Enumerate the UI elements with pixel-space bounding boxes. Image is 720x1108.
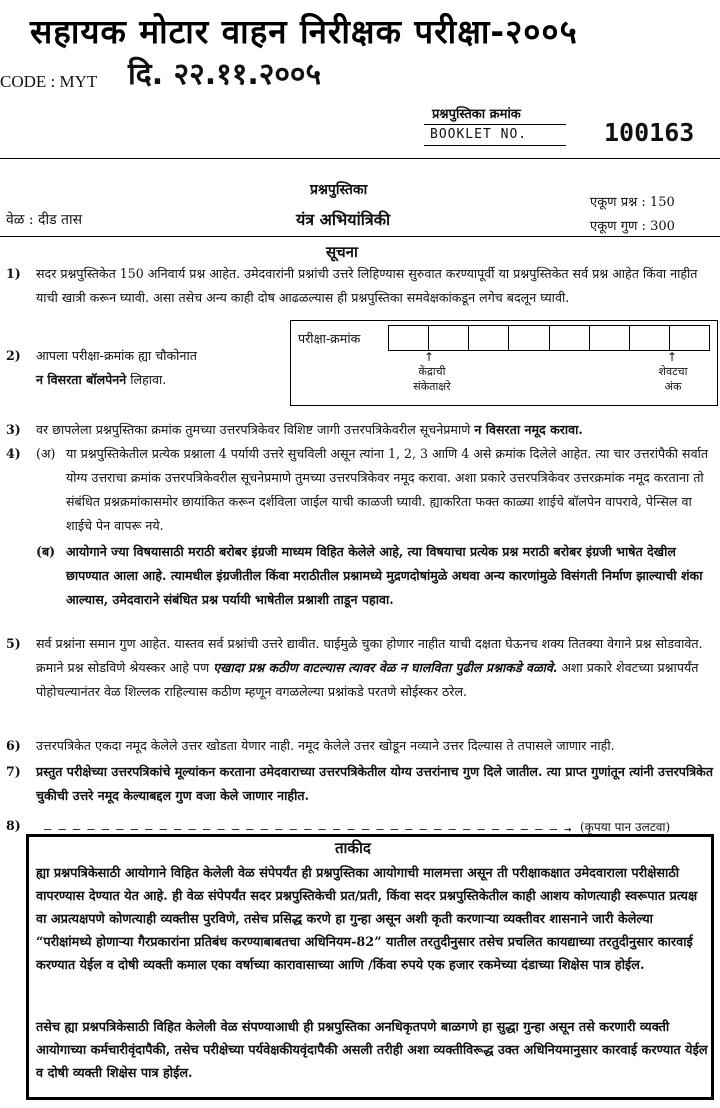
instruction-number: 3) (6, 422, 21, 437)
total-marks: एकूण गुण : 300 (590, 219, 675, 234)
arrow-up-icon: ↑ (424, 350, 435, 364)
instruction-text (36, 418, 714, 442)
center-code-caption (392, 364, 472, 394)
roll-cell[interactable] (550, 326, 590, 350)
caption-line: संकेताक्षरे (413, 380, 451, 393)
instruction-text-part: लिहावा. (130, 372, 167, 387)
caption-line: शेवटचा (658, 365, 688, 378)
time-allowed: वेळ : दीड तास (6, 212, 83, 228)
instruction-text-part: आपला परीक्षा-क्रमांक ह्या चौकोनात (36, 348, 197, 363)
instruction-text-part: अशा प्रकारे शेवटच्या प्रश्नापर्यंत पोहोचल्यानंतर वेळ शिल्लक राहिल्यास कठीण म्हणून वगळलेल्या प्रश्नांकडे परतणे सोईस्कर ठरेल. (36, 660, 699, 699)
instruction-text: आयोगाने ज्या विषयासाठी मराठी बरोबर इंग्रजी माध्यम विहित केलेले आहे, त्या विषयाचा प्रत्येक प्रश्न मराठी बरोबर इंग्रजी भाषेत देखील छापण्यात आला आहे. त्यामधील इंग्रजीतील किंवा मराठीतील प्रश्नामध्ये मुद्रणदोषांमुळे अथवा अन्य कारणांमुळे विसंगती निर्माण झाल्याची शंका आल्यास, उमेदवाराने संबंधित प्रश्न पर्यायी भाषेतील प्रश्नाशी ताडून पहावा. (66, 544, 703, 607)
booklet-label-english: BOOKLET NO. (430, 127, 528, 142)
booklet-label-marathi: प्रश्नपुस्तिका क्रमांक (432, 107, 521, 122)
instruction-text-part: सर्व प्रश्नांना समान गुण आहेत. यास्तव सर्व प्रश्नांची उत्तरे द्यावीत. घाईमुळे चुका होणार नाहीत याची दक्षता घेऊनच शक्य तितक्या वेगाने प्रश्न सोडवावेत. क्रमाने प्रश्न सोडविणे श्रेयस्कर आहे पण (36, 636, 703, 675)
roll-cell[interactable] (630, 326, 670, 350)
instruction-text (36, 632, 714, 704)
caption-line: अंक (664, 380, 682, 393)
instruction-text: या प्रश्नपुस्तिकेतील प्रत्येक प्रश्नाला 4 पर्यायी उत्तरे सुचविली असून त्यांना 1, 2, 3 आणि 4 असे क्रमांक दिलेले आहेत. त्या चार उत्तरांपैकी सर्वात योग्य उत्तराचा क्रमांक उत्तरपत्रिकेवरील सूचनेप्रमाणे तुमच्या उत्तरपत्रिकेवर नमूद करावा. अशा प्रकारे उत्तरपत्रिकेवर उत्तरक्रमांक नमूद करताना तो संबंधित प्रश्नक्रमांकासमोर छायांकित करून दर्शविला जाईल याची काळजी घ्यावी. ह्याकरिता फक्त काळ्या शाईचे बॉलपेन वापरावे, पेन्सिल वा शाईचे पेन वापरू नये. (66, 446, 709, 533)
arrow-up-icon: ↑ (667, 350, 678, 364)
instructions-heading: सूचना (326, 243, 358, 261)
last-digit-caption (640, 364, 706, 394)
roll-cell[interactable] (469, 326, 509, 350)
instruction-number: 2) (6, 348, 21, 363)
exam-title: सहायक मोटार वाहन निरीक्षक परीक्षा-२००५ (30, 12, 578, 51)
instruction-sub-label: (अ) (36, 446, 56, 461)
instruction-text: सदर प्रश्नपुस्तिकेत 150 अनिवार्य प्रश्न आहेत. उमेदवारांनी प्रश्नांची उत्तरे लिहिण्यास सुरुवात करण्यापूर्वी या प्रश्नपुस्तिकेत सर्व प्रश्न आहेत किंवा नाहीत याची खात्री करून घ्यावी. असा तसेच अन्य काही दोष आढळल्यास ही प्रश्नपुस्तिका समवेक्षकांकडून लगेच बदलून घ्यावी. (36, 266, 698, 305)
warning-paragraph-1: ह्या प्रश्नपत्रिकेसाठी आयोगाने विहित केलेली वेळ संपेपर्यंत ही प्रश्नपुस्तिका आयोगाची मालमत्ता असून ती परीक्षाकक्षात उमेदवाराला परीक्षेसाठी वापरण्यास देण्यात येत आहे. ही वेळ संपेपर्यंत सदर प्रश्नपुस्तिकेची प्रत/प्रती, किंवा सदर प्रश्नपुस्तिकेतील काही आशय कोणत्याही स्वरूपात प्रत्यक्ष वा अप्रत्यक्षपणे कोणत्याही व्यक्तीस पुरविणे, तसेच प्रसिद्ध करणे हा गुन्हा असून अशी कृती करणाऱ्या व्यक्तीवर शासनाने जारी केलेल्या “परीक्षांमध्ये होणाऱ्या गैरप्रकारांना प्रतिबंध करण्याबाबतचा अधिनियम-82” यातील तरतुदीनुसार तसेच प्रचलित कायद्याच्या तरतुदीनुसार कारवाई करण्यात येईल व दोषी व्यक्ती कमाल एका वर्षाच्या कारावासाच्या आणि /किंवा रुपये एक हजार रकमेच्या दंडाच्या शिक्षेस पात्र होईल. (36, 866, 698, 973)
warning-paragraph-2: तसेच ह्या प्रश्नपत्रिकेसाठी विहित केलेली वेळ संपण्याआधी ही प्रश्नपुस्तिका अनधिकृतपणे बाळगणे हा सुद्धा गुन्हा असून तसे करणारी व्यक्ती आयोगाच्या कर्मचारीवृंदापैकी, तसेच परीक्षेच्या पर्यवेक्षकीयवृंदापैकी असली तरीही अशा व्यक्तीविरूद्ध उक्त अधिनियमानुसार कारवाई करण्यात येईल व दोषी व्यक्ती शिक्षेस पात्र होईल. (36, 1020, 708, 1081)
instruction-text: प्रस्तुत परीक्षेच्या उत्तरपत्रिकांचे मूल्यांकन करताना उमेदवाराच्या उत्तरपत्रिकेतील योग्य उत्तरांनाच गुण दिले जातील. त्या प्राप्त गुणांतून त्यांनी उत्तरपत्रिकेत चुकीची उत्तरे नमूद केल्याबद्दल गुण वजा केले जाणार नाहीत. (36, 764, 714, 803)
instruction-emphasis: न विसरता बॉलपेनने (36, 372, 127, 387)
exam-date: दि. २२.११.२००५ (128, 57, 322, 92)
instruction-number: 1) (6, 266, 21, 281)
booklet-heading: प्रश्नपुस्तिका (310, 182, 368, 198)
roll-cell[interactable] (670, 326, 709, 350)
roll-number-label: परीक्षा-क्रमांक (298, 331, 361, 346)
header-divider (0, 158, 720, 159)
roll-cell[interactable] (429, 326, 469, 350)
roll-cell[interactable] (389, 326, 429, 350)
instruction-2 (6, 344, 276, 392)
instruction-sub-label: (ब) (36, 544, 56, 559)
info-divider (0, 236, 720, 237)
instruction-7 (6, 760, 714, 808)
instruction-number: 7) (6, 764, 21, 779)
instruction-6 (6, 734, 714, 758)
turn-page-note: (कृपया पान उलटवा) (580, 820, 671, 834)
roll-cell[interactable] (590, 326, 630, 350)
total-questions: एकूण प्रश्न : 150 (590, 195, 675, 210)
exam-code: CODE : MYT (0, 72, 98, 91)
instruction-4b (6, 540, 714, 612)
dashed-arrow-line: — — — — — — — — — — — — — — — — — — — — — — — — — — — — — — — — — — — — → (44, 822, 572, 836)
instruction-text-part: वर छापलेला प्रश्नपुस्तिका क्रमांक तुमच्या उत्तरपत्रिकेवर विशिष्ट जागी उत्तरपत्रिकेवरील सूचनेप्रमाणे (36, 422, 471, 437)
booklet-number: 100163 (604, 118, 695, 147)
roll-cell[interactable] (509, 326, 549, 350)
instruction-number: 8) (6, 818, 21, 833)
caption-line: केंद्राची (418, 365, 446, 378)
instruction-emphasis: न विसरता नमूद करावा. (474, 422, 583, 437)
instruction-1 (6, 262, 714, 310)
warning-title: ताकीद (335, 839, 371, 857)
roll-number-cells[interactable] (388, 325, 710, 351)
instruction-5 (6, 632, 714, 704)
instruction-text: उत्तरपत्रिकेत एकदा नमूद केलेले उत्तर खोडता येणार नाही. नमूद केलेले उत्तर खोडून नव्याने उत्तर दिल्यास ते तपासले जाणार नाही. (36, 738, 615, 753)
instruction-number: 4) (6, 446, 21, 461)
instruction-text (36, 344, 276, 392)
instruction-number: 6) (6, 738, 21, 753)
instruction-emphasis: एखादा प्रश्न कठीण वाटल्यास त्यावर वेळ न घालविता पुढील प्रश्नाकडे वळावे. (213, 660, 558, 675)
subject-title: यंत्र अभियांत्रिकी (296, 210, 391, 229)
instruction-4a (6, 442, 714, 538)
instruction-3 (6, 418, 714, 442)
instruction-number: 5) (6, 636, 21, 651)
